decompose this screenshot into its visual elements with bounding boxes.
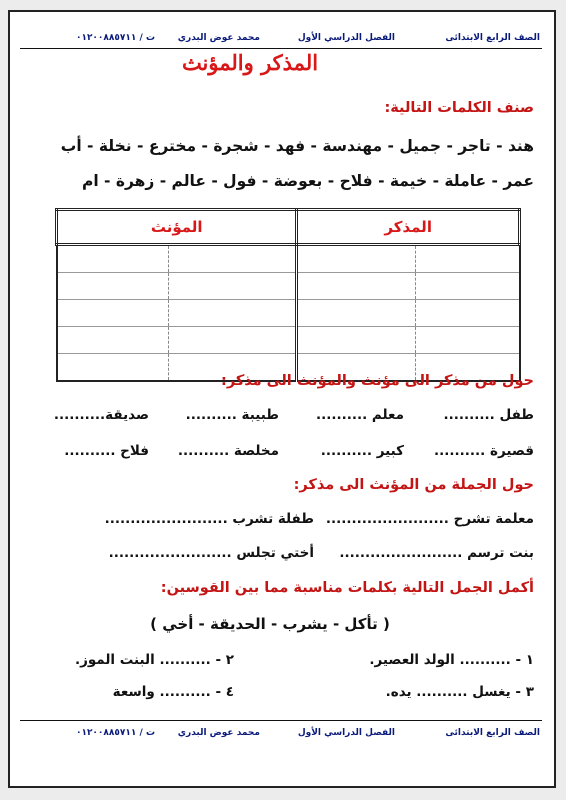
header-term: الفصل الدراسي الأول xyxy=(297,33,395,43)
q2-prompt: حول من مذكر الى مؤنث والمؤنث الى مذكر: xyxy=(221,373,534,389)
footer-term: الفصل الدراسي الأول xyxy=(297,728,395,738)
answer-cell[interactable] xyxy=(297,300,416,327)
table-row xyxy=(57,273,520,300)
answer-cell[interactable] xyxy=(57,273,169,300)
footer-phone: ت / ٠١٢٠٠٨٨٥٧١١ xyxy=(75,728,155,738)
q1-words-line1: هند - تاجر - جميل - مهندسة - فهد - شجرة - مخترع - نخلة - أب xyxy=(60,137,534,155)
q1-words-line2: عمر - عاملة - خيمة - فلاح - بعوضة - فول - عالم - زهرة - ام xyxy=(81,172,534,190)
q3-item: أختي تجلس ........................ xyxy=(108,545,314,561)
q4-item: ٤ - .......... واسعة xyxy=(112,684,234,700)
footer-grade: الصف الرابع الابتدائى xyxy=(445,728,540,738)
answer-cell[interactable] xyxy=(57,245,169,273)
footer-rule xyxy=(20,720,542,721)
answer-cell[interactable] xyxy=(169,327,297,354)
masc-column-header: المذكر xyxy=(297,210,520,245)
answer-cell[interactable] xyxy=(416,327,520,354)
table-row xyxy=(57,245,520,273)
header-grade: الصف الرابع الابتدائى xyxy=(445,33,540,43)
page-title: المذكر والمؤنث xyxy=(181,50,319,75)
q4-item: ٣ - يغسل .......... يده. xyxy=(385,684,534,700)
table-row xyxy=(57,327,520,354)
header-phone: ت / ٠١٢٠٠٨٨٥٧١١ xyxy=(75,33,155,43)
answer-cell[interactable] xyxy=(297,327,416,354)
worksheet xyxy=(8,10,556,788)
answer-cell[interactable] xyxy=(416,300,520,327)
q3-item: معلمة تشرح ........................ xyxy=(325,511,534,527)
answer-cell[interactable] xyxy=(169,245,297,273)
q2-item: صديقة.......... xyxy=(53,407,149,423)
footer-teacher: محمد عوض البدري xyxy=(177,728,260,738)
answer-cell[interactable] xyxy=(416,245,520,273)
q3-item: طفلة تشرب ........................ xyxy=(104,511,314,527)
q2-item: قصيرة .......... xyxy=(433,443,534,459)
answer-cell[interactable] xyxy=(169,273,297,300)
page-header xyxy=(22,31,540,47)
table-row xyxy=(57,300,520,327)
answer-cell[interactable] xyxy=(297,245,416,273)
q2-item: مخلصة .......... xyxy=(177,443,279,459)
q4-item: ٢ - .......... البنت الموز. xyxy=(74,652,234,668)
q4-choices: ( تأكل - يشرب - الحديقة - أخي ) xyxy=(150,615,390,633)
q2-item: طبيبة .......... xyxy=(185,407,279,423)
q4-prompt: أكمل الجمل التالية بكلمات مناسبة مما بين القوسين: xyxy=(160,580,534,596)
q2-item: معلم .......... xyxy=(315,407,404,423)
q4-item: ١ - .......... الولد العصير. xyxy=(369,652,534,668)
q3-prompt: حول الجملة من المؤنث الى مذكر: xyxy=(293,477,534,493)
fem-column-header: المؤنث xyxy=(57,210,297,245)
answer-cell[interactable] xyxy=(169,300,297,327)
sort-table xyxy=(55,208,521,382)
answer-cell[interactable] xyxy=(57,300,169,327)
q2-item: طفل .......... xyxy=(443,407,534,423)
answer-cell[interactable] xyxy=(297,273,416,300)
page-footer xyxy=(22,726,540,742)
q1-prompt: صنف الكلمات التالية: xyxy=(384,100,534,116)
q2-item: فلاح .......... xyxy=(64,443,149,459)
answer-cell[interactable] xyxy=(57,354,169,382)
header-rule xyxy=(20,48,542,49)
answer-cell[interactable] xyxy=(57,327,169,354)
q2-item: كبير .......... xyxy=(320,443,404,459)
q3-item: بنت ترسم ........................ xyxy=(339,545,534,561)
header-teacher: محمد عوض البدري xyxy=(177,33,260,43)
answer-cell[interactable] xyxy=(416,273,520,300)
